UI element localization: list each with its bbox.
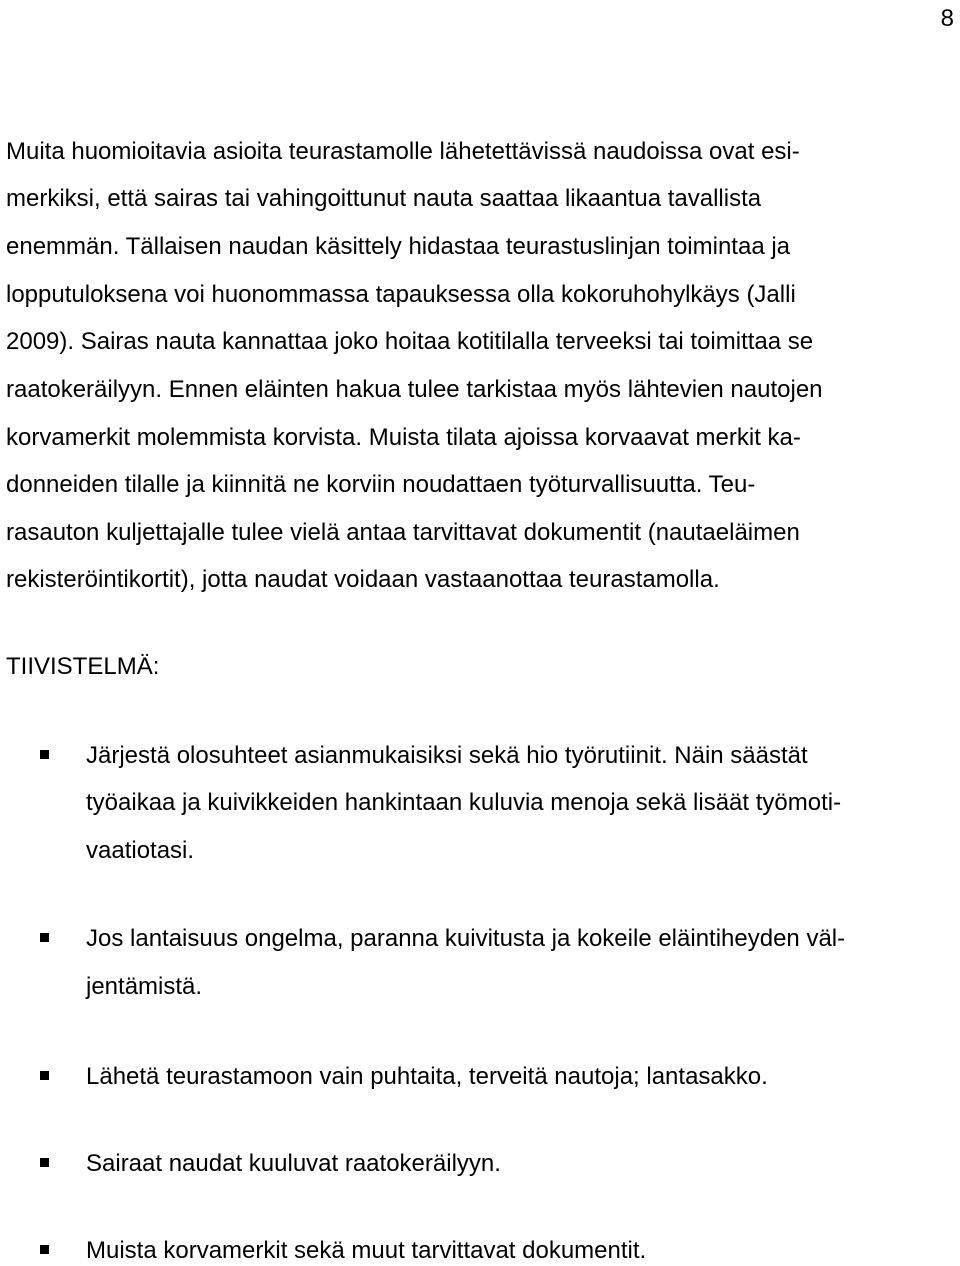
bullet-line: vaatiotasi. [86,837,195,864]
paragraph-line: korvamerkit molemmista korvista. Muista tilata ajoissa korvaavat merkit ka- [6,424,801,451]
bullet-line: Sairaat naudat kuuluvat raatokeräilyyn. [86,1150,501,1177]
paragraph-line: rasauton kuljettajalle tulee vielä antaa tarvittavat dokumentit (nautaeläimen [6,519,800,546]
paragraph-line: enemmän. Tällaisen naudan käsittely hidastaa teurastuslinjan toimintaa ja [6,233,791,260]
bullet-square-icon [40,1245,49,1254]
bullet-square-icon [40,1071,49,1080]
summary-heading: TIIVISTELMÄ: [6,653,160,680]
bullet-line: Jos lantaisuus ongelma, paranna kuivitusta ja kokeile eläintiheyden väl- [86,925,846,952]
bullet-line: jentämistä. [86,973,203,1000]
paragraph-line: rekisteröintikortit), jotta naudat voidaan vastaanottaa teurastamolla. [6,566,720,593]
bullet-square-icon [40,933,49,942]
paragraph-line: lopputuloksena voi huonommassa tapauksessa olla kokoruhohylkäys (Jalli [6,281,796,308]
paragraph-line: 2009). Sairas nauta kannattaa joko hoitaa kotitilalla terveeksi tai toimittaa se [6,328,814,355]
bullet-line: työaikaa ja kuivikkeiden hankintaan kuluvia menoja sekä lisäät työmoti- [86,789,842,816]
bullet-line: Järjestä olosuhteet asianmukaisiksi sekä hio työrutiinit. Näin säästät [86,742,808,769]
paragraph-line: raatokeräilyyn. Ennen eläinten hakua tulee tarkistaa myös lähtevien nautojen [6,376,823,403]
bullet-square-icon [40,750,49,759]
bullet-square-icon [40,1158,49,1167]
bullet-line: Lähetä teurastamoon vain puhtaita, terveitä nautoja; lantasakko. [86,1063,768,1090]
bullet-line: Muista korvamerkit sekä muut tarvittavat dokumentit. [86,1237,647,1264]
paragraph-line: donneiden tilalle ja kiinnitä ne korviin noudattaen työturvallisuutta. Teu- [6,471,756,498]
paragraph-line: Muita huomioitavia asioita teurastamolle lähetettävissä naudoissa ovat esi- [6,138,800,165]
paragraph-line: merkiksi, että sairas tai vahingoittunut nauta saattaa likaantua tavallista [6,185,762,212]
page-number: 8 [940,5,954,32]
